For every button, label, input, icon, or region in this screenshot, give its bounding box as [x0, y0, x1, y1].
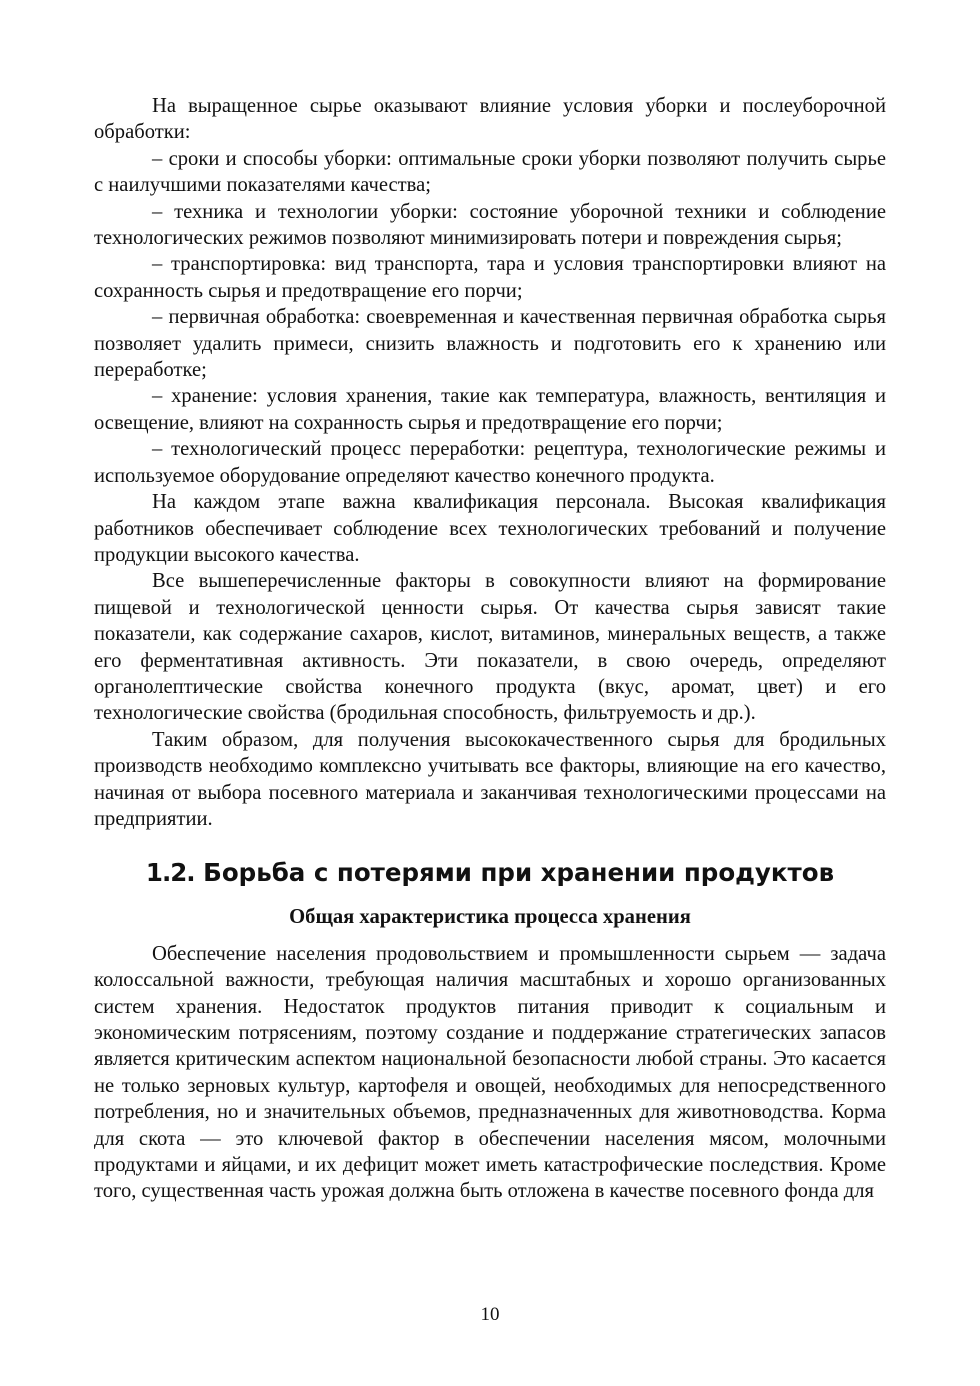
subsection-title: Общая характеристика процесса хранения [289, 906, 691, 929]
paragraph: Таким образом, для получения высококачественного сырья для бродильных производств необходимо комплексно учитывать все факторы, влияющие на его качество, начиная от выбора посевного материала и заканчивая технологическими процессами на предприятии. [94, 728, 886, 830]
paragraph: Все вышеперечисленные факторы в совокупности влияют на формирование пищевой и технологической ценности сырья. От качества сырья зависят такие показатели, как содержание сахаров, кислот, витаминов, минеральных веществ, а также его ферментативная активность. Эти показатели, в свою очередь, определяют органолептические свойства конечного продукта (вкус, аромат, цвет) и его технологические свойства (бродильная способность, фильтруемость и др.). [94, 570, 886, 725]
list-item: – сроки и способы уборки: оптимальные сроки уборки позволяют получить сырье с наилучшими показателями качества; [94, 147, 886, 197]
paragraph: На каждом этапе важна квалификация персонала. Высокая квалификация работников обеспечивает соблюдение всех технологических требований и получение продукции высокого качества. [94, 491, 886, 566]
section-title: Борьба с потерями при хранении продуктов [203, 858, 835, 888]
list-item: – техника и технологии уборки: состояние уборочной техники и соблюдение технологических режимов позволяют минимизировать потери и повреждения сырья; [94, 200, 886, 250]
paragraph: На выращенное сырье оказывают влияние условия уборки и послеуборочной обработки: [94, 95, 886, 144]
list-item: – первичная обработка: своевременная и качественная первичная обработка сырья позволяет удалить примеси, снизить влажность и подготовить его к хранению или переработке; [94, 306, 886, 382]
list-item: – хранение: условия хранения, такие как температура, влажность, вентиляция и освещение, влияют на сохранность сырья и предотвращение его порчи; [94, 385, 886, 434]
list-item: – технологический процесс переработки: рецептура, технологические режимы и используемое оборудование определяют качество конечного продукта. [94, 438, 886, 487]
section-heading [94, 858, 886, 888]
list-item: – транспортировка: вид транспорта, тара и условия транспортировки влияют на сохранность сырья и предотвращение его порчи; [94, 253, 886, 302]
page-number: 10 [480, 1304, 500, 1325]
section-number: 1.2. [145, 858, 195, 888]
paragraph: Обеспечение населения продовольствием и промышленности сырьем — задача колоссальной важности, требующая наличия масштабных и хорошо организованных систем хранения. Недостаток продуктов питания приводит к социальным и экономическим потрясениям, поэтому создание и поддержание стратегических запасов является критическим аспектом национальной безопасности любой страны. Это касается не только зерновых культур, картофеля и овощей, необходимых для непосредственного потребления, но и значительных объемов, предназначенных для животноводства. Корма для скота — это ключевой фактор в обеспечении населения мясом, молочными продуктами и яйцами, и их дефицит может иметь катастрофические последствия. Кроме того, существенная часть урожая должна быть отложена в качестве посевного фонда для [94, 942, 886, 1203]
page-body [94, 93, 886, 1205]
